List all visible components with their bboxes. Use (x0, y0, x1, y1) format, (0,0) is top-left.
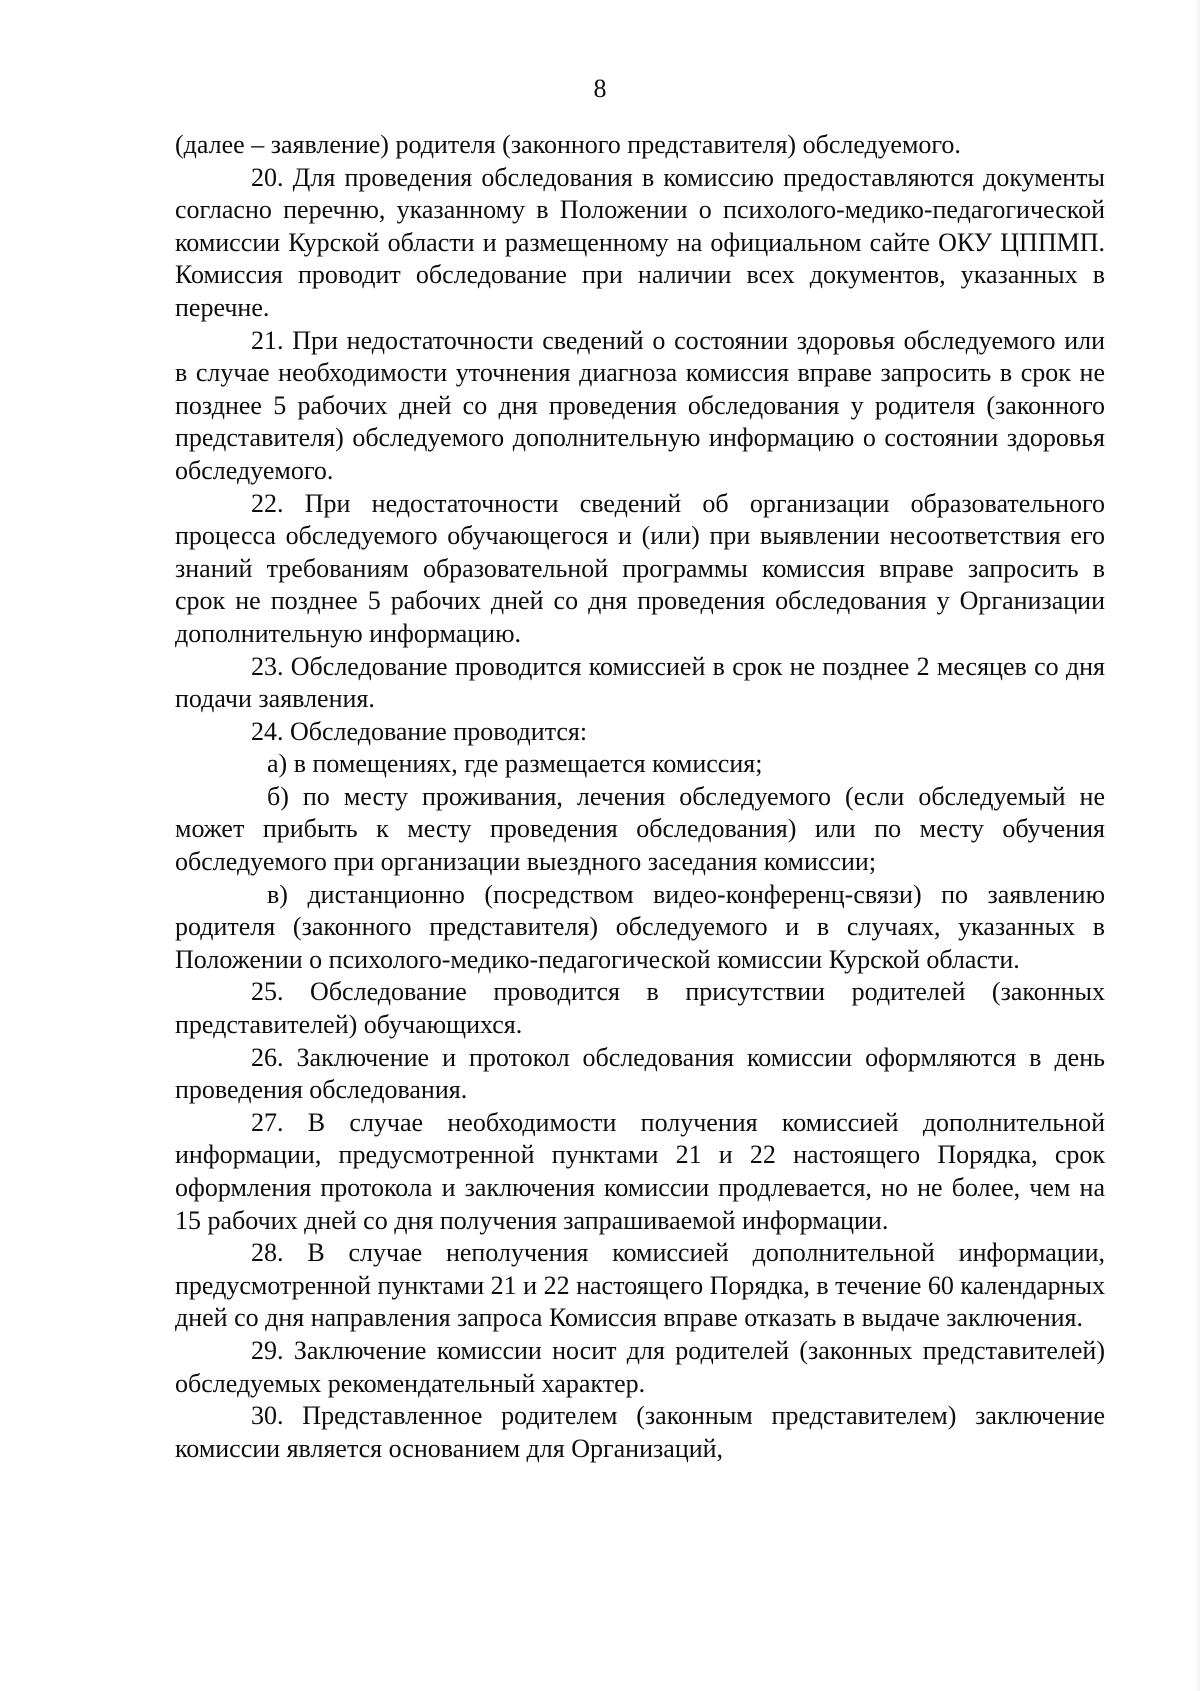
paragraph-24-item-v: в) дистанционно (посредством видео-конференц-связи) по заявлению родителя (законного представителя) обследуемого и в случаях, указанных в Положении о психолого-медико-педагогической комиссии Курской области. (175, 879, 1105, 974)
paragraph-20: 20. Для проведения обследования в комиссию предоставляются документы согласно перечню, указанному в Положении о психолого-медико-педагогической комиссии Курской области и размещенному на официальном сайте ОКУ ЦППМП. Комиссия проводит обследование при наличии всех документов, указанных в перечне. (175, 162, 1105, 322)
paragraph-24-item-b: б) по месту проживания, лечения обследуемого (если обследуемый не может прибыть к месту проведения обследования) или по месту обучения обследуемого при организации выездного заседания комиссии; (175, 781, 1105, 877)
paragraph-29: 29. Заключение комиссии носит для родителей (законных представителей) обследуемых рекомендательный характер. (175, 1335, 1105, 1398)
paragraph-23: 23. Обследование проводится комиссией в срок не позднее 2 месяцев со дня подачи заявления. (175, 651, 1105, 714)
paragraph-21: 21. При недостаточности сведений о состоянии здоровья обследуемого или в случае необходимости уточнения диагноза комиссия вправе запросить в срок не позднее 5 рабочих дней со дня проведения обследования у родителя (законного представителя) обследуемого дополнительную информацию о состоянии здоровья обследуемого. (175, 325, 1105, 485)
paragraph-22: 22. При недостаточности сведений об организации образовательного процесса обследуемого обучающегося и (или) при выявлении несоответствия его знаний требованиям образовательной программы комиссия вправе запросить в срок не позднее 5 рабочих дней со дня проведения обследования у Организации дополнительную информацию. (175, 488, 1105, 648)
document-body (175, 129, 1105, 1465)
page-number: 8 (593, 74, 607, 103)
paragraph-24-item-a: а) в помещениях, где размещается комиссия; (267, 749, 763, 779)
paragraph-continuation: (далее – заявление) родителя (законного представителя) обследуемого. (175, 130, 961, 159)
scan-edge-shadow (1194, 0, 1200, 1691)
paragraph-28: 28. В случае неполучения комиссией дополнительной информации, предусмотренной пунктами 21 и 22 настоящего Порядка, в течение 60 календарных дней со дня направления запроса Комиссия вправе отказать в выдаче заключения. (175, 1238, 1105, 1333)
paragraph-30: 30. Представленное родителем (законным представителем) заключение комиссии является основанием для Организаций, (175, 1401, 1105, 1463)
paragraph-26: 26. Заключение и протокол обследования комиссии оформляются в день проведения обследования. (175, 1042, 1105, 1105)
paragraph-24: 24. Обследование проводится: (251, 716, 588, 746)
paragraph-25: 25. Обследование проводится в присутствии родителей (законных представителей) обучающихся. (175, 977, 1105, 1040)
paragraph-27: 27. В случае необходимости получения комиссией дополнительной информации, предусмотренной пунктами 21 и 22 настоящего Порядка, срок оформления протокола и заключения комиссии продлевается, но не более, чем на 15 рабочих дней со дня получения запрашиваемой информации. (175, 1107, 1105, 1235)
